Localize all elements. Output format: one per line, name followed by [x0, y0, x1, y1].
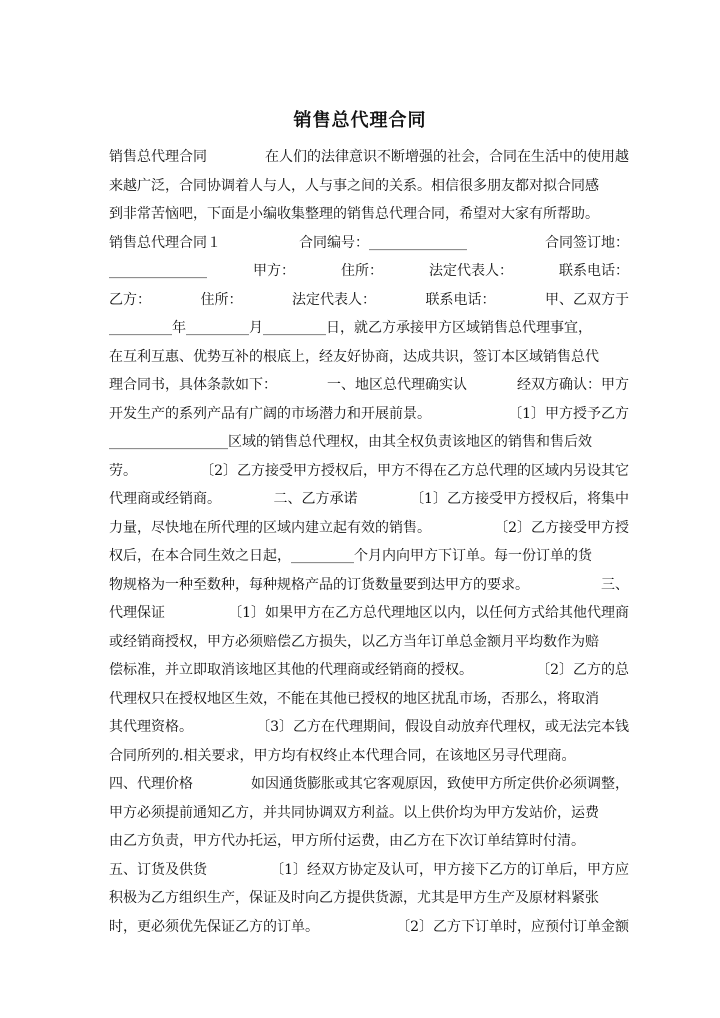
text-line [109, 599, 629, 628]
text-line [109, 628, 629, 657]
text-line [109, 884, 629, 913]
text-line [109, 371, 629, 400]
text-line [109, 229, 629, 258]
text-segment: 代理商或经销商。 [109, 491, 221, 507]
text-segment: 〔1〕乙方接受甲方授权后，将集中 [410, 491, 629, 507]
text-segment: 偿标准，并立即取消该地区其他的代理商或经销商的授权。 [109, 662, 473, 678]
text-segment: 三、 [601, 576, 629, 593]
text-segment: 合同签订地： [545, 234, 629, 251]
text-segment: 联系电话： [559, 263, 629, 279]
text-segment: 权后，在本合同生效之日起，_________个月内向甲方下订单。每一份订单的货 [109, 548, 592, 564]
text-segment: 经双方确认：甲方 [517, 377, 629, 393]
text-segment: 劳。 [109, 462, 137, 479]
text-line [109, 200, 629, 229]
text-segment: 由乙方负责，甲方代办托运，甲方所付运费，由乙方在下次订单结算时付清。 [109, 833, 585, 849]
text-segment: 合同所列的.相关要求，甲方均有权终止本代理合同，在该地区另寻代理商。 [109, 747, 576, 764]
text-line [109, 143, 629, 172]
text-line [109, 827, 629, 856]
text-segment: 其代理资格。 [109, 719, 193, 735]
text-segment: 住所： [200, 291, 243, 308]
text-line [109, 770, 629, 799]
text-segment: 合同编号：______________ [299, 234, 467, 251]
text-segment: 乙方： [109, 291, 151, 308]
document-title: 销售总代理合同 [293, 110, 427, 131]
text-segment: 甲方必须提前通知乙方，并共同协调双方利益。以上供价均为甲方发站价，运费 [109, 804, 599, 821]
text-line [109, 742, 629, 771]
text-segment: 到非常苦恼吧，下面是小编收集整理的销售总代理合同，希望对大家有所帮助。 [109, 206, 599, 222]
text-line [109, 514, 629, 543]
text-segment: 在互利互惠、优势互补的根底上，经友好协商，达成共识，签订本区域销售总代 [109, 348, 599, 365]
text-segment: 销售总代理合同 [109, 149, 207, 165]
text-line [109, 314, 629, 343]
text-segment: 力量，尽快地在所代理的区域内建立起有效的销售。 [109, 519, 431, 536]
document-body [109, 143, 629, 941]
text-segment: 开发生产的系列产品有广阔的市场潜力和开展前景。 [109, 405, 431, 422]
text-segment: 法定代表人： [292, 291, 376, 308]
text-segment: 代理保证 [109, 605, 165, 621]
text-segment: 理合同书，具体条款如下： [109, 377, 277, 393]
text-segment: ______________ [109, 263, 207, 279]
text-segment: 〔1〕如果甲方在乙方总代理地区以内，以任何方式给其他代理商 [228, 605, 629, 621]
text-segment: 来越广泛，合同协调着人与人，人与事之间的关系。相信很多朋友都对拟合同感 [109, 177, 599, 194]
text-segment: 物规格为一种至数种，每种规格产品的订货数量要到达甲方的要求。 [109, 576, 529, 593]
text-line [109, 685, 629, 714]
text-segment: 〔3〕乙方在代理期间，假设自动放弃代理权，或无法完本钱 [256, 719, 629, 735]
text-segment: 或经销商授权，甲方必须赔偿乙方损失，以乙方当年订单总金额月平均数作为赔 [109, 633, 599, 650]
text-line [109, 257, 629, 286]
text-segment: 时，更必须优先保证乙方的订单。 [109, 918, 319, 935]
text-segment: 在人们的法律意识不断增强的社会，合同在生活中的使用越 [265, 149, 629, 165]
text-segment: 积极为乙方组织生产，保证及时向乙方提供货源，尤其是甲方生产及原材料紧张 [109, 890, 599, 906]
text-line [109, 913, 629, 942]
text-line [109, 428, 629, 457]
text-segment: 〔2〕乙方的总 [536, 662, 629, 678]
text-segment: _________________区域的销售总代理权，由其全权负责该地区的销售和售后效 [109, 434, 592, 450]
text-segment: 法定代表人： [429, 263, 513, 279]
text-segment: 〔2〕乙方接受甲方授 [494, 519, 629, 536]
text-line [109, 713, 629, 742]
text-segment: 五、订货及供货 [109, 861, 207, 878]
text-segment: 一、地区总代理确实认 [327, 377, 467, 393]
text-segment: 联系电话： [425, 291, 496, 308]
text-line [109, 656, 629, 685]
text-segment: 如因通货膨胀或其它客观原因，致使甲方所定供价必须调整， [251, 776, 629, 792]
text-line [109, 172, 629, 201]
text-segment: 甲方： [253, 263, 295, 279]
text-line [109, 542, 629, 571]
text-line [109, 571, 629, 600]
text-segment: 销售总代理合同１ [109, 234, 221, 251]
text-segment: 四、代理价格 [109, 776, 193, 792]
text-segment: 〔1〕甲方授予乙方 [508, 405, 629, 422]
text-segment: 〔2〕乙方下订单时，应预付订单金额 [396, 918, 629, 935]
text-line [109, 400, 629, 429]
text-segment: 住所： [341, 263, 383, 279]
text-segment: 甲、乙双方于 [545, 291, 629, 308]
text-line [109, 485, 629, 514]
text-line [109, 799, 629, 828]
text-line [109, 457, 629, 486]
text-segment: 〔1〕经双方协定及认可，甲方接下乙方的订单后，甲方应 [270, 861, 629, 878]
text-line [109, 286, 629, 315]
text-line [109, 343, 629, 372]
text-segment: 二、乙方承诺 [273, 491, 358, 507]
text-segment: 代理权只在授权地区生效，不能在其他已授权的地区扰乱市场，否那么，将取消 [109, 690, 599, 707]
text-segment: 〔2〕乙方接受甲方授权后，甲方不得在乙方总代理的区域内另设其它 [200, 462, 629, 479]
text-line [109, 856, 629, 885]
text-segment: _________年_________月_________日，就乙方承接甲方区域销售总代理事宜， [109, 320, 592, 336]
